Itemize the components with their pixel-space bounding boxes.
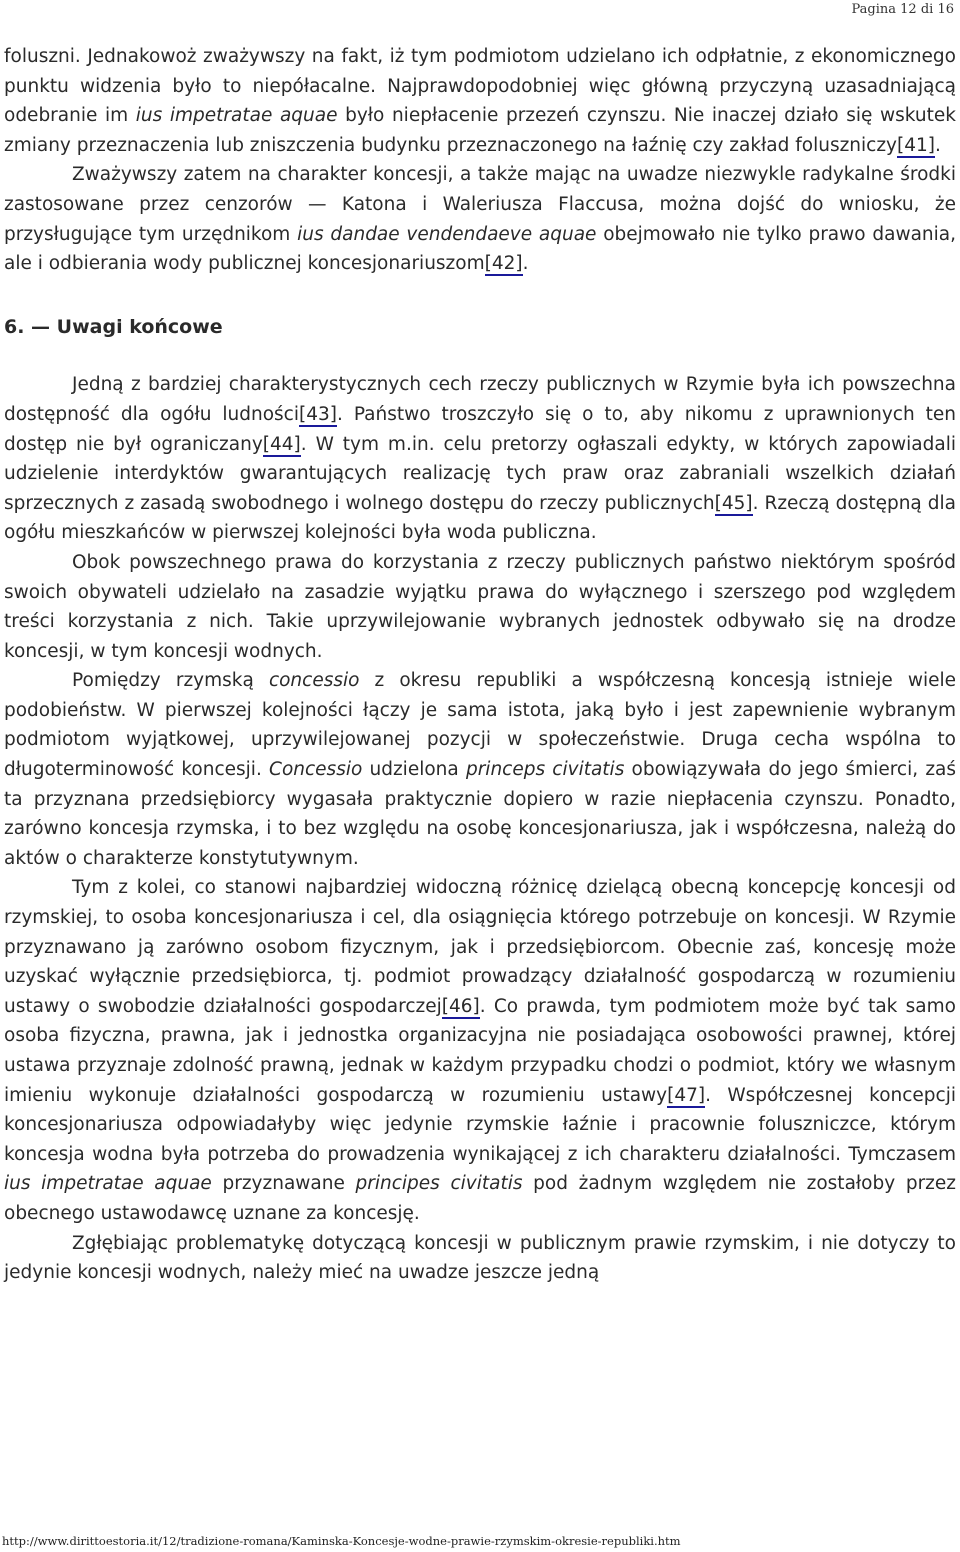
paragraph — [4, 873, 956, 1228]
text: udzielona — [362, 759, 466, 781]
paragraph — [4, 160, 956, 278]
text: było niepłacenie przezeń czynszu. Nie inaczej działo się wskutek zmiany przeznaczenia lub zniszczenia budynku przeznaczonego na łaźnię czy zakład foluszniczy — [4, 105, 956, 156]
paragraph — [4, 42, 956, 160]
footnote-link-47[interactable]: [47] — [667, 1084, 706, 1106]
text: . Państwo troszczyło się o to, aby nikomu z uprawnionych ten dostęp nie był ograniczany — [4, 403, 956, 455]
section-heading: 6. — Uwagi końcowe — [4, 315, 223, 338]
italic-term: concessio — [268, 670, 360, 692]
text: . — [522, 253, 529, 275]
paragraph — [4, 666, 956, 873]
italic-term: Concessio — [269, 759, 363, 781]
text: Zważywszy zatem na charakter koncesji, a także mając na uwadze niezwykle radykalne środki zastosowane przez cenzorów — Katona i Waleriusza Flaccusa, można dojść do wniosku, że przysługujące tym urzędnikom — [4, 164, 956, 245]
paragraph — [4, 548, 956, 666]
text: . Co prawda, tym podmiotem może być tak samo osoba fizyczna, prawna, jak i jednostka organizacyjna nie posiadająca osobowości prawnej, której ustawa przyznaje zdolność prawną, jednak w każdym przypadku chodzi o podmiot, który we własnym imieniu wykonuje działalności gospodarczą w rozumieniu ustawy — [4, 995, 956, 1106]
text: . Rzeczą dostępną dla ogółu mieszkańców w pierwszej kolejności była woda publiczna. — [4, 492, 956, 544]
text: Jedną z bardziej charakterystycznych cech rzeczy publicznych w Rzymie była ich powszechna dostępność dla ogółu ludności — [4, 374, 956, 425]
text: Zgłębiając problematykę dotyczącą koncesji w publicznym prawie rzymskim, i nie dotyczy to jedynie koncesji wodnych, należy mieć na uwadze jeszcze jedną — [4, 1232, 956, 1284]
text: pod żadnym względem nie zostałoby przez obecnego ustawodawcę uznane za koncesję. — [4, 1173, 956, 1224]
footnote-link-43[interactable]: [43] — [299, 403, 337, 425]
footnote-link-46[interactable]: [46] — [441, 995, 480, 1017]
text: . Współczesnej koncepcji koncesjonariusza odpowiadałyby więc jedynie rzymskie łaźnie i pracownie foluszniczce, którym koncesja wodna była potrzeba do prowadzenia wynikającej z ich charakteru działalności. Tymczasem — [4, 1084, 956, 1165]
page-number: Pagina 12 di 16 — [851, 2, 954, 17]
text: foluszni. Jednakowoż zważywszy na fakt, iż tym podmiotom udzielano ich odpłatnie, z ekonomicznego punktu widzenia było to niepółacalne. Najprawdopodobniej więc główną przyczyną uzasadniającą odebranie im — [4, 46, 956, 127]
paragraph — [4, 370, 956, 548]
text: Pomiędzy rzymską — [72, 670, 269, 692]
article-body — [4, 42, 956, 1288]
text: przyznawane — [211, 1173, 356, 1195]
text: z okresu republiki a współczesną koncesją istnieje wiele podobieństw. W pierwszej kolejności łączy je sama istota, jaką było i jest zapewnienie wybranym podmiotom wyjątkowej, uprzywilejowanej pozycji w społeczeństwie. Druga cecha wspólna to długoterminowość koncesji. — [4, 670, 956, 781]
footnote-link-44[interactable]: [44] — [262, 433, 301, 455]
text: . W tym m.in. celu pretorzy ogłaszali edykty, w których zapowiadali udzielenie interdyktów gwarantujących realizację tych praw oraz zabraniali wszelkich działań sprzecznych z zasadą swobodnego i wolnego dostępu do rzeczy publicznych — [4, 433, 956, 514]
italic-term: ius impetratae aquae — [135, 105, 338, 127]
text: Obok powszechnego prawa do korzystania z rzeczy publicznych państwo niektórym spośród swoich obywateli udzielało na zasadzie wyjątku prawa do wyłącznego i szerszego pod względem treści korzystania z nich. Takie uprzywilejowanie wybranych jednostek odbywało się na drodze koncesji, w tym koncesji wodnych. — [4, 551, 956, 662]
italic-term: principes civitatis — [355, 1173, 523, 1195]
paragraph — [4, 1229, 956, 1288]
page-url: http://www.dirittoestoria.it/12/tradizione-romana/Kaminska-Koncesje-wodne-prawie-rzymskim-okresie-republiki.htm — [2, 1534, 681, 1548]
footnote-link-41[interactable]: [41] — [897, 134, 935, 156]
text: Tym z kolei, co stanowi najbardziej widoczną różnicę dzielącą obecną koncepcję koncesji od rzymskiej, to osoba koncesjonariusza i cel, dla osiągnięcia którego potrzebuje on koncesji. W Rzymie przyznawano ją zarówno osobom fizycznym, jak i przedsiębiorcom. Obecnie zaś, koncesję może uzyskać wyłącznie przedsiębiorca, tj. podmiot prowadzący działalność gospodarczą w rozumieniu ustawy o swobodzie działalności gospodarczej — [4, 877, 956, 1017]
text: obejmowało nie tylko prawo dawania, ale i odbierania wody publicznej koncesjonariuszom — [4, 223, 957, 275]
italic-term: ius dandae vendendaeve aquae — [297, 223, 597, 245]
text: obowiązywała do jego śmierci, zaś ta przyznana przedsiębiorcy wygasała praktycznie dopiero w razie niepłacenia czynszu. Ponadto, zarówno koncesja rzymska, i to bez względu na osobę koncesjonariusza, jak i współczesna, należą do aktów o charakterze konstytutywnym. — [4, 759, 957, 869]
italic-term: ius impetratae aquae — [4, 1173, 212, 1195]
text: . — [934, 134, 941, 156]
italic-term: princeps civitatis — [465, 759, 625, 781]
footnote-link-45[interactable]: [45] — [714, 492, 753, 514]
footnote-link-42[interactable]: [42] — [484, 253, 523, 275]
